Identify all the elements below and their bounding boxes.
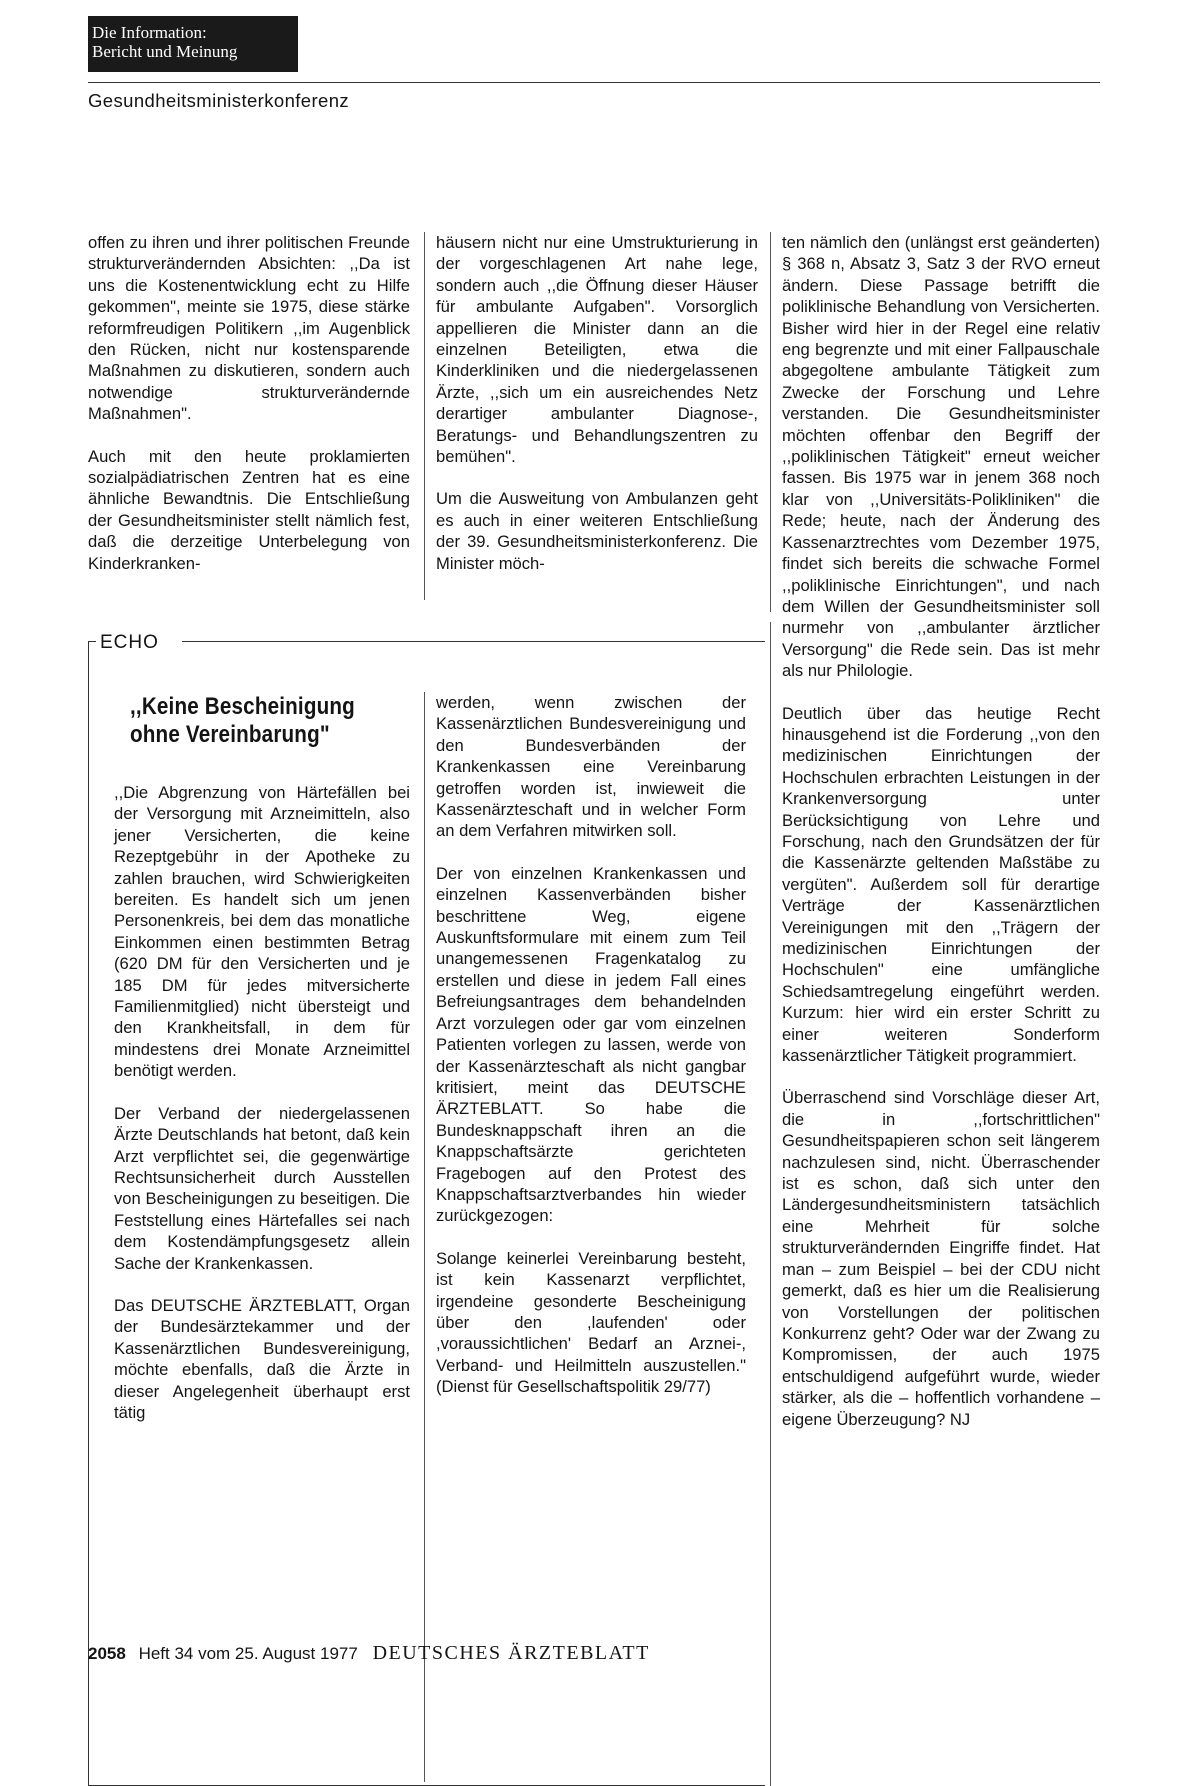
echo-paragraph: werden, wenn zwischen der Kassenärztlichen Bundesvereinigung und den Bundesverbänden der Krankenkassen eine Vereinbarung getroffen worden ist, inwieweit die Kassenärzteschaft und in welcher Form an dem Verfahren mitwirken soll.	[436, 693, 746, 841]
column-divider	[770, 622, 771, 1786]
article-paragraph: Auch mit den heute proklamierten sozialpädiatrischen Zentren hat es eine ähnliche Bewandtnis. Die Entschließung der Gesundheitsminister stellt nämlich fest, daß die derzeitige Unterbelegung von Kinderkranken-	[88, 446, 410, 573]
page-number: 2058	[88, 1644, 126, 1663]
echo-title-line-1: ,,Keine Bescheinigung	[130, 693, 355, 720]
badge-line-2: Bericht und Meinung	[92, 42, 238, 61]
badge-line-1: Die Information:	[92, 23, 207, 42]
section-badge	[88, 16, 298, 72]
echo-paragraph: Das DEUTSCHE ÄRZTEBLATT, Organ der Bundesärztekammer und der Kassenärztlichen Bundesvereinigung, möchte ebenfalls, daß die Ärzte in dieser Angelegenheit überhaupt erst tätig	[114, 1295, 410, 1422]
echo-title-line-2: ohne Vereinbarung"	[130, 721, 330, 748]
echo-paragraph: Der von einzelnen Krankenkassen und einzelnen Kassenverbänden bisher beschrittene Weg, eigene Auskunftsformulare mit einem zum Teil unangemessenen Fragenkatalog zu erstellen und diese in jedem Fall eines Befreiungsantrages dem behandelnden Arzt vorzulegen oder gar vom einzelnen Patienten vorlegen zu lassen, werde von der Kassenärzteschaft als nicht gangbar kritisiert, meint das DEUTSCHE ÄRZTEBLATT. So habe die Bundesknappschaft ihren an die Knappschaftsärzte gerichteten Fragebogen auf den Protest des Knappschaftsarztverbandes hin wieder zurückgezogen:	[436, 863, 746, 1226]
section-title: Gesundheitsministerkonferenz	[88, 90, 350, 111]
column-divider	[424, 232, 425, 600]
article-paragraph: Deutlich über das heutige Recht hinausgehend ist die Forderung ,,von den medizinischen Einrichtungen der Hochschulen erbrachten Leistungen in der Krankenversorgung unter Berücksichtigung von Lehre und Forschung, nach den Grundsätzen der für die Kassenärzte geltenden Maßstäbe zu vergüten". Außerdem soll für derartige Verträge der Kassenärztlichen Vereinigungen mit den ,,Trägern der medizinischen Einrichtungen der Hochschulen" eine umfängliche Schiedsamtregelung eingeführt werden. Kurzum: hier wird ein erster Schritt zu einer weiteren Sonderform kassenärztlicher Tätigkeit programmiert.	[782, 703, 1100, 1066]
echo-column-1	[114, 782, 410, 1444]
article-paragraph: häusern nicht nur eine Umstrukturierung in der vorgeschlagenen Art nahe lege, sondern auch ,,die Öffnung dieser Häuser für ambulante Aufgaben". Vorsorglich appellieren die Minister dann an die einzelnen Beteiligten, etwa die Kinderkliniken und die niedergelassenen Ärzte, ,,sich um ein ausreichendes Netz derartiger ambulanter Diagnose-, Beratungs- und Behandlungszentren zu bemühen".	[436, 233, 758, 467]
article-paragraph: ten nämlich den (unlängst erst geänderten) § 368 n, Absatz 3, Satz 3 der RVO erneut ändern. Diese Passage betrifft die poliklinische Behandlung von Versicherten. Bisher wird hier in der Regel eine relativ eng begrenzte und mit einer Fallpauschale abgegoltene ambulante Tätigkeit zum Zwecke der Forschung und Lehre verstanden. Die Gesundheitsminister möchten offenbar den Begriff der ,,poliklinischen Tätigkeit" erneut weicher fassen. Bis 1975 war in jenem 368 noch klar von ,,Universitäts-Polikliniken" die Rede; heute, nach der Änderung des Kassenarztrechtes vom Dezember 1975, findet sich bereits die schwache Formel ,,poliklinische Einrichtungen", und nach dem Willen der Gesundheitsminister soll nurmehr von ,,ambulanter ärztlicher Versorgung" die Rede sein. Das ist mehr als nur Philologie.	[782, 233, 1100, 681]
magazine-name: DEUTSCHES ÄRZTEBLATT	[372, 1642, 650, 1664]
article-column-1	[88, 232, 410, 595]
article-column-3	[782, 232, 1100, 1451]
echo-paragraph: ,,Die Abgrenzung von Härtefällen bei der Versorgung mit Arzneimitteln, also jener Versicherten, die keine Rezeptgebühr in der Apotheke zu zahlen brauchen, wird Schwierigkeiten bereiten. Es handelt sich um jenen Personenkreis, bei dem das monatliche Einkommen einen bestimmten Betrag (620 DM für den Versicherten und je 185 DM für jedes mitversicherte Familienmitglied) nicht übersteigt und den Krankheitsfall, in dem für mindestens drei Monate Arzneimittel benötigt werden.	[114, 783, 410, 1081]
echo-column-divider	[424, 692, 425, 1782]
page-footer	[88, 1642, 650, 1665]
column-divider	[770, 232, 771, 612]
echo-title	[130, 693, 362, 749]
article-column-2	[436, 232, 758, 595]
echo-paragraph: Der Verband der niedergelassenen Ärzte Deutschlands hat betont, daß kein Arzt verpflichtet sei, die gegenwärtige Rechtsunsicherheit durch Ausstellen von Bescheinigungen zu beseitigen. Die Feststellung eines Härtefalles sei nach dem Kostendämpfungsgesetz allein Sache der Krankenkassen.	[114, 1103, 410, 1273]
echo-column-2	[436, 692, 746, 1419]
article-paragraph: offen zu ihren und ihrer politischen Freunde strukturverändernden Absichten: ,,Da ist uns die Kostenentwicklung echt zu Hilfe gekommen", meinte sie 1975, diese stärke reformfreudigen Politikern ,,im Augenblick den Rücken, nicht nur kostensparende Maßnahmen zu diskutieren, sondern auch notwendige strukturverändernde Maßnahmen".	[88, 233, 410, 424]
echo-label: ECHO	[100, 632, 159, 653]
echo-paragraph: Solange keinerlei Vereinbarung besteht, ist kein Kassenarzt verpflichtet, irgendeine gesonderte Bescheinigung über den ,laufenden' oder ,voraussichtlichen' Bedarf an Arznei-, Verband- und Heilmitteln auszustellen." (Dienst für Gesellschaftspolitik 29/77)	[436, 1248, 746, 1397]
article-paragraph: Um die Ausweitung von Ambulanzen geht es auch in einer weiteren Entschließung der 39. Gesundheitsministerkonferenz. Die Minister möch-	[436, 489, 758, 573]
header-rule	[88, 82, 1100, 83]
article-paragraph: Überraschend sind Vorschläge dieser Art, die in ,,fortschrittlichen" Gesundheitspapieren schon seit längerem nachzulesen sind, nicht. Überraschender ist es schon, daß sich unter den Ländergesundheitsministern tatsächlich eine Mehrheit für solche strukturverändernden Eingriffe findet. Hat man – zum Beispiel – bei der CDU nicht gemerkt, daß es hier um die Realisierung von Vorstellungen der politischen Konkurrenz geht? Oder war der Zwang zu Kompromissen, der auch 1975 entschuldigend aufgeführt wurde, wieder stärker, als die – hoffentlich vorhandene – eigene Überzeugung? NJ	[782, 1088, 1100, 1429]
issue-info: Heft 34 vom 25. August 1977	[138, 1644, 358, 1663]
